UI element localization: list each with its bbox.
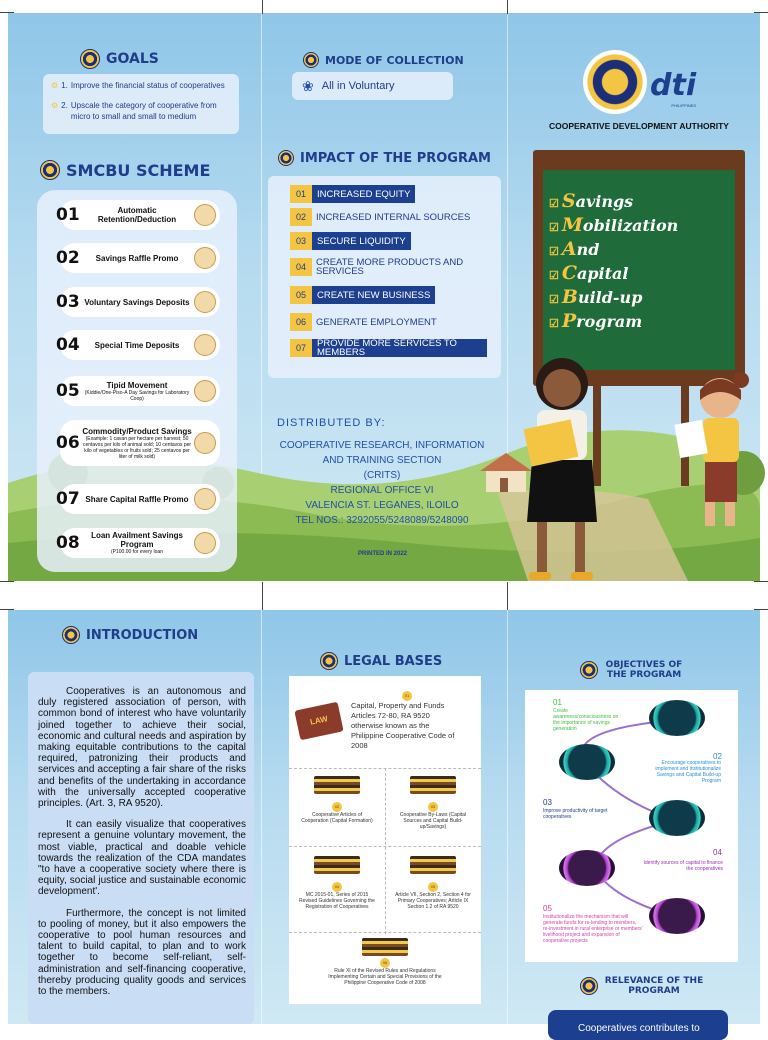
checkbox-icon: ☑: [549, 293, 559, 306]
legal-item-06: [319, 938, 451, 986]
cda-seal-icon: [320, 652, 338, 670]
board-word-initial: P: [561, 310, 577, 332]
collection-heading: [303, 52, 464, 68]
board-word-initial: C: [561, 262, 577, 284]
scheme-label-text: Automatic Retention/Deduction: [97, 206, 177, 224]
objective-text: Create awareness/consciousness on the importance of savings generation: [553, 708, 619, 732]
impact-num: 01: [290, 185, 312, 203]
intro-box: [28, 672, 254, 1024]
intro-title: INTRODUCTION: [86, 627, 199, 643]
cda-seal-icon: [303, 52, 319, 68]
scheme-item: [56, 243, 220, 273]
impact-num: 03: [290, 232, 312, 250]
win-badge-icon: [194, 247, 216, 269]
legal-badge: 02: [332, 802, 342, 812]
legal-text: Rule XI of the Revised Rules and Regulations Implementing Certain and Special Provisions of the Philippine Cooperative Code of 2008: [328, 968, 442, 986]
scheme-num: 01: [56, 205, 80, 225]
scheme-item: [56, 330, 220, 360]
goals-heading: [80, 49, 159, 69]
scheme-label-text: Commodity/Product Savings: [82, 426, 192, 436]
checkbox-icon: ☑: [549, 317, 559, 330]
objective-node-icon: [649, 700, 705, 736]
scheme-label: [82, 341, 192, 350]
legal-card: [289, 676, 481, 1004]
scheme-num: 08: [56, 533, 80, 553]
legal-badge: 05: [428, 882, 438, 892]
objective-text: Institutionalize the mechanism that will generate funds for re-lending to members, re-investment in rural enterprise or members' livelihood project and expansion of cooperative projects: [543, 914, 643, 944]
money-bag-icon: [194, 532, 216, 554]
board-word: [549, 286, 642, 308]
scheme-label-text: Share Capital Raffle Promo: [85, 494, 189, 504]
impact-num: 07: [290, 339, 312, 357]
objective-node-icon: [649, 800, 705, 836]
impact-label: INCREASED INTERNAL SOURCES: [316, 211, 471, 223]
impact-label: PROVIDE MORE SERVICES TO MEMBERS: [312, 339, 487, 357]
document-edit-icon: [194, 204, 216, 226]
books-icon: [314, 776, 360, 794]
scheme-item: [56, 200, 220, 230]
board-word-rest: rogram: [576, 312, 643, 331]
scheme-label-text: Savings Raffle Promo: [95, 253, 179, 263]
books-icon: [410, 856, 456, 874]
scheme-label-text: Loan Availment Savings Program: [91, 531, 183, 549]
scheme-num: 07: [56, 489, 80, 509]
impact-label: INCREASED EQUITY: [312, 185, 415, 203]
board-word: [549, 310, 642, 332]
scheme-label: [82, 206, 192, 224]
board-word-initial: B: [561, 286, 578, 308]
board-word-rest: obilization: [582, 216, 679, 235]
impact-label: GENERATE EMPLOYMENT: [316, 316, 437, 328]
fold-line: [507, 610, 508, 1024]
board-word-rest: nd: [576, 240, 600, 259]
scheme-title: SMCBU SCHEME: [66, 160, 211, 180]
relevance-text: Cooperatives contributes to: [578, 1023, 700, 1034]
cda-seal-icon: [580, 977, 598, 995]
impact-num: 04: [290, 258, 312, 276]
legal-heading: [320, 652, 442, 670]
board-word: [549, 214, 678, 236]
board-word-rest: apital: [577, 264, 629, 283]
cda-seal-icon: [80, 49, 100, 69]
fold-line: [261, 610, 262, 1024]
law-book-icon: [294, 702, 343, 740]
legal-item-02: [299, 776, 375, 824]
impact-label: CREATE NEW BUSINESS: [312, 286, 435, 304]
chalkboard: [533, 150, 745, 386]
scheme-item: [56, 376, 220, 406]
collection-value: All in Voluntary: [321, 80, 395, 92]
scheme-label-text: Special Time Deposits: [94, 340, 180, 350]
goal-num: 2.: [61, 101, 68, 110]
distributed-title: DISTRIBUTED BY:: [277, 417, 386, 429]
legal-item-01: [351, 690, 463, 751]
board-word: [549, 238, 599, 260]
legal-divider: [289, 932, 481, 933]
scheme-sub: (P100.00 for every loan: [111, 549, 163, 555]
scheme-num: 06: [56, 433, 80, 453]
money-hand-icon: [194, 291, 216, 313]
intro-heading: [62, 626, 198, 644]
impact-heading: [278, 150, 491, 166]
board-word-rest: avings: [575, 192, 634, 211]
distributor-line: (CRITS): [363, 470, 401, 481]
board-word-initial: S: [561, 190, 576, 212]
scheme-label: [82, 381, 192, 402]
objective-node-icon: [559, 850, 615, 886]
legal-text: MC 2015-01, Series of 2015 Revised Guidelines Governing the Registration of Cooperatives: [299, 892, 375, 910]
board-word: [549, 262, 628, 284]
objective-text: Improve productivity of target cooperatives: [543, 808, 608, 820]
impact-title: IMPACT OF THE PROGRAM: [300, 150, 491, 166]
collection-box: [292, 72, 453, 100]
legal-item-05: [395, 856, 471, 910]
legal-badge: 03: [428, 802, 438, 812]
relevance-title: RELEVANCE OF THE PROGRAM: [604, 976, 704, 996]
goals-box: [43, 74, 239, 134]
calendar-icon: [194, 380, 216, 402]
law-book-label: LAW: [309, 714, 329, 727]
piggy-bank-icon: [194, 334, 216, 356]
network-icon: ❀: [302, 77, 314, 94]
checkbox-icon: ☑: [549, 197, 559, 210]
legal-divider: [385, 768, 386, 934]
scheme-item: [56, 528, 220, 558]
legal-badge: 06: [380, 958, 390, 968]
scheme-label: [82, 427, 192, 460]
checkbox-icon: ☑: [549, 221, 559, 234]
legal-text: Capital, Property and Funds Articles 72-80, RA 9520 otherwise known as the Philippine Cooperative Code of 2008: [351, 701, 455, 750]
books-icon: [314, 856, 360, 874]
board-word-initial: M: [561, 214, 583, 236]
impact-item: [290, 232, 411, 250]
legal-title: LEGAL BASES: [344, 653, 443, 669]
impact-item: [290, 185, 415, 203]
impact-num: 06: [290, 313, 312, 331]
produce-chart-icon: [194, 432, 216, 454]
cda-seal-icon: [40, 160, 60, 180]
checkbox-icon: ☑: [549, 245, 559, 258]
objective-num: 05: [543, 904, 552, 913]
legal-text: Cooperative Articles of Cooperation (Capital Formation): [301, 812, 373, 824]
legal-divider: [289, 846, 481, 847]
intro-paragraph: It can easily visualize that cooperatives represent a genuine voluntary movement, the most viable, practical and doable vehicle towards the realization of the CDA mandates "to have a cooperative society where there is equity, social justice and sustainable economic development'.: [38, 819, 246, 898]
goal-item: [51, 100, 231, 122]
objectives-title: OBJECTIVES OF THE PROGRAM: [605, 660, 683, 680]
legal-badge: 04: [332, 882, 342, 892]
scheme-label-text: Voluntary Savings Deposits: [84, 297, 190, 307]
goal-item: [51, 80, 231, 91]
scheme-sub: (Kiddie/One-Piso-A Day Savings for Laboratory Coop): [84, 389, 190, 402]
legal-badge: 01: [402, 691, 412, 701]
legal-text: Article VII, Section 2, Section 4 for Primary Cooperatives; Article IX Section 1.2 of RA 9520: [395, 892, 471, 910]
goals-title: GOALS: [106, 51, 159, 67]
scheme-label: [82, 298, 192, 307]
cda-logo: [583, 50, 647, 114]
board-word-initial: A: [561, 238, 577, 260]
relevance-box: [548, 1010, 728, 1040]
scheme-num: 05: [56, 381, 80, 401]
objective-text: Identify sources of capital to finance the cooperatives: [643, 860, 723, 872]
scheme-label-text: Tipid Movement: [106, 380, 168, 390]
impact-item: [290, 208, 474, 226]
scheme-item: [56, 420, 220, 466]
agency-name: COOPERATIVE DEVELOPMENT AUTHORITY: [549, 121, 729, 131]
girl-with-notebook-illustration: [675, 370, 755, 530]
cda-seal-icon: [580, 661, 598, 679]
scheme-label: [82, 254, 192, 263]
goal-icon: ⚙: [51, 81, 59, 90]
goal-icon: ⚙: [51, 101, 59, 110]
objective-num: 04: [713, 848, 722, 857]
objectives-card: [525, 690, 738, 962]
scheme-num: 02: [56, 248, 80, 268]
objective-node-icon: [559, 744, 615, 780]
distributor-line: REGIONAL OFFICE VI: [330, 485, 434, 496]
impact-num: 05: [290, 286, 312, 304]
impact-label: CREATE MORE PRODUCTS AND SERVICES: [316, 257, 464, 277]
dti-logo-sub: PHILIPPINES: [671, 103, 697, 108]
impact-num: 02: [290, 208, 312, 226]
objective-text: Encourage cooperatives to implement and institutionalize Savings and Capital Build-up Program: [655, 760, 721, 784]
cda-seal-icon: [278, 150, 294, 166]
dti-logo-text: dti: [650, 68, 697, 103]
objectives-heading: [580, 660, 684, 680]
relevance-heading: [580, 976, 704, 996]
legal-text: Cooperative By-Laws (Capital Sources and Capital Build-up/Savings): [399, 812, 467, 830]
books-icon: [362, 938, 408, 956]
objective-num: 02: [713, 752, 722, 761]
goal-text: Improve the financial status of cooperatives: [70, 81, 225, 90]
distributor-line: VALENCIA ST. LEGANES, ILOILO: [305, 500, 459, 511]
scheme-label: [82, 495, 192, 504]
scheme-item: [56, 287, 220, 317]
objective-node-icon: [649, 898, 705, 934]
scheme-num: 04: [56, 335, 80, 355]
goal-num: 1.: [61, 81, 68, 90]
scheme-sub: (Example: 1 cavan per hectare per harvest; 50 centavos per kilo of animal sold; 10 centavos per kilo of vegetables or fruits sold; 25 centavos per liter of milk sold): [82, 435, 192, 460]
scheme-item: [56, 484, 220, 514]
impact-item: [290, 313, 441, 331]
legal-item-03: [395, 776, 471, 830]
board-word: [549, 190, 633, 212]
intro-paragraph: Cooperatives is an autonomous and duly registered association of person, with common bond of interest who have voluntarily joined together to achieve their social, economic and cultural needs and aspiration by making equitable contributions to the capital required, patronizing their products and services and accepting a fair share of the risks and benefits of the undertaking in accordance with the universally accepted cooperative principles. (Art. 3, RA 9520).: [38, 686, 246, 810]
girl-holding-papers-illustration: [517, 352, 617, 582]
objective-num: 01: [553, 698, 562, 707]
trophy-coin-icon: [194, 488, 216, 510]
impact-label: SECURE LIQUIDITY: [312, 232, 411, 250]
dti-logo: [650, 68, 696, 108]
collection-title: MODE OF COLLECTION: [325, 53, 464, 67]
scheme-heading: [40, 160, 210, 180]
checkbox-icon: ☑: [549, 269, 559, 282]
distributor-line: AND TRAINING SECTION: [322, 455, 442, 466]
impact-item: [290, 286, 435, 304]
books-icon: [410, 776, 456, 794]
scheme-label: [82, 531, 192, 555]
intro-paragraph: Furthermore, the concept is not limited to pooling of money, but it also empowers the cooperative to pool human resources and talent to build capital, to plan and to work together to become self-reliant, self-administration and self-financing cooperative, thereby producing quality goods and services to the members.: [38, 907, 246, 998]
distributor-line: TEL NOS.: 3292055/5248089/5248090: [295, 515, 469, 526]
board-word-rest: uild-up: [577, 288, 643, 307]
objective-num: 03: [543, 798, 552, 807]
cda-seal-icon: [62, 626, 80, 644]
scheme-num: 03: [56, 292, 80, 312]
impact-item: [290, 339, 487, 357]
goal-text: Upscale the category of cooperative from micro to small and small to medium: [70, 101, 217, 121]
impact-item: [290, 258, 487, 276]
printed-note: PRINTED IN 2022: [358, 551, 408, 557]
legal-item-04: [299, 856, 375, 910]
distributor-line: COOPERATIVE RESEARCH, INFORMATION: [279, 440, 485, 451]
